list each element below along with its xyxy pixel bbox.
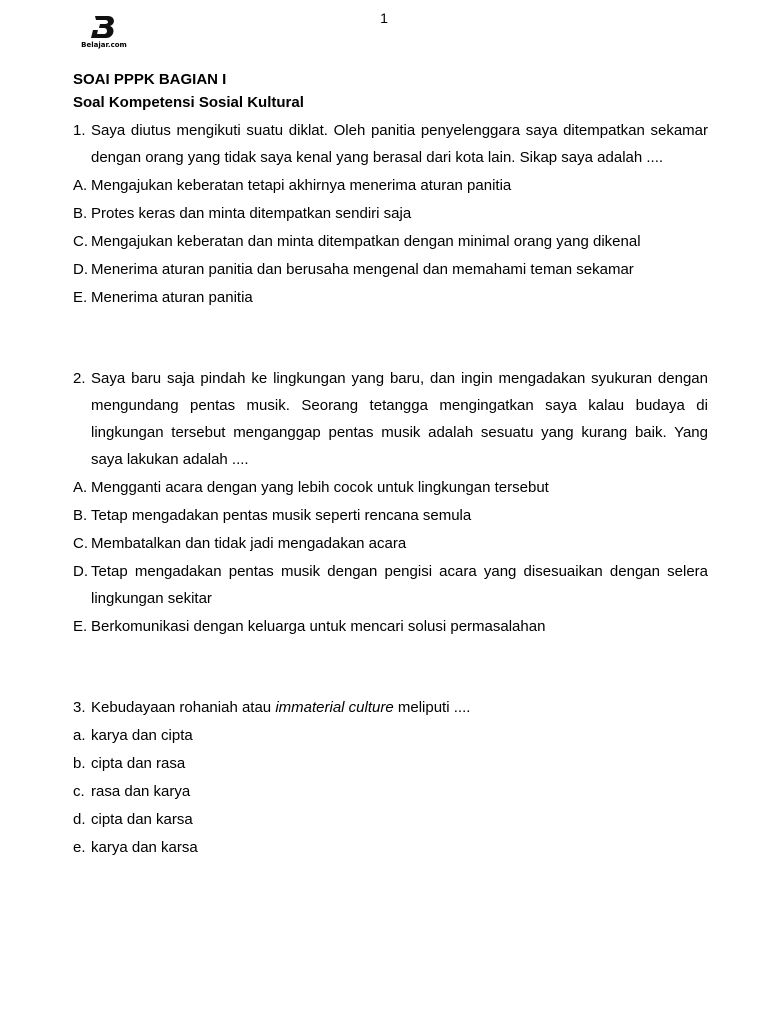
option-item [73, 778, 708, 805]
option-item [73, 806, 708, 833]
option-text: karya dan karsa [91, 839, 198, 856]
page-title: SOAI PPPK BAGIAN I [73, 71, 227, 88]
option-text: Mengajukan keberatan tetapi akhirnya menerima aturan panitia [91, 177, 512, 194]
option-item [73, 613, 708, 640]
spacer [73, 640, 708, 694]
question-1 [73, 117, 708, 311]
option-text: Tetap mengadakan pentas musik dengan pengisi acara yang disesuaikan dengan selera lingkungan sekitar [91, 563, 708, 607]
option-item [73, 284, 708, 311]
page-number: 1 [380, 10, 388, 26]
option-text: Mengganti acara dengan yang lebih cocok untuk lingkungan tersebut [91, 479, 549, 496]
option-text: cipta dan karsa [91, 811, 193, 828]
option-letter: C. [73, 233, 88, 250]
question-text [91, 694, 708, 721]
question-text-after: meliputi .... [397, 699, 471, 716]
option-item [73, 558, 708, 612]
option-letter: B. [73, 507, 88, 524]
question-number: 2. [73, 370, 86, 387]
option-letter: A. [73, 177, 88, 194]
page-subtitle: Soal Kompetensi Sosial Kultural [73, 94, 304, 111]
question-stem [73, 694, 708, 721]
option-letter: E. [73, 289, 88, 306]
option-item [73, 502, 708, 529]
option-item [73, 172, 708, 199]
option-text: Protes keras dan minta ditempatkan sendiri saja [91, 205, 412, 222]
option-letter: a. [73, 727, 86, 744]
question-text-before: Kebudayaan rohaniah atau [91, 699, 272, 716]
question-text: Saya diutus mengikuti suatu diklat. Oleh panitia penyelenggara saya ditempatkan sekamar dengan orang yang tidak saya kenal yang berasal dari kota lain. Sikap saya adalah .... [91, 122, 708, 166]
option-text: Mengajukan keberatan dan minta ditempatkan dengan minimal orang yang dikenal [91, 233, 641, 250]
option-letter: c. [73, 783, 85, 800]
option-text: Menerima aturan panitia [91, 289, 253, 306]
option-item [73, 722, 708, 749]
question-stem [73, 117, 708, 171]
logo [74, 10, 134, 62]
option-letter: D. [73, 563, 88, 580]
document-body [73, 67, 708, 861]
question-number: 1. [73, 122, 86, 139]
option-item [73, 256, 708, 283]
option-letter: d. [73, 811, 86, 828]
question-text-italic: immaterial culture [275, 699, 394, 716]
question-number: 3. [73, 699, 86, 716]
option-letter: C. [73, 535, 88, 552]
option-letter: D. [73, 261, 88, 278]
option-text: Membatalkan dan tidak jadi mengadakan acara [91, 535, 407, 552]
question-2 [73, 365, 708, 640]
question-stem [73, 365, 708, 473]
option-text: rasa dan karya [91, 783, 191, 800]
option-letter: e. [73, 839, 86, 856]
question-3 [73, 694, 708, 861]
option-item [73, 834, 708, 861]
option-letter: b. [73, 755, 86, 772]
option-item [73, 228, 708, 255]
option-text: Berkomunikasi dengan keluarga untuk mencari solusi permasalahan [91, 618, 546, 635]
question-text: Saya baru saja pindah ke lingkungan yang baru, dan ingin mengadakan syukuran dengan mengundang pentas musik. Seorang tetangga mengingatkan saya kalau budaya di lingkungan tersebut menganggap pentas musik adalah sesuatu yang kurang baik. Yang saya lakukan adalah .... [91, 370, 708, 468]
option-text: Menerima aturan panitia dan berusaha mengenal dan memahami teman sekamar [91, 261, 634, 278]
option-item [73, 474, 708, 501]
option-letter: A. [73, 479, 88, 496]
option-text: Tetap mengadakan pentas musik seperti rencana semula [91, 507, 472, 524]
option-item [73, 530, 708, 557]
option-letter: E. [73, 618, 88, 635]
option-item [73, 200, 708, 227]
option-text: cipta dan rasa [91, 755, 186, 772]
logo-text: Belajar.com [81, 41, 127, 49]
option-text: karya dan cipta [91, 727, 193, 744]
spacer [73, 311, 708, 365]
option-letter: B. [73, 205, 88, 222]
option-item [73, 750, 708, 777]
logo-b-icon [89, 14, 119, 40]
